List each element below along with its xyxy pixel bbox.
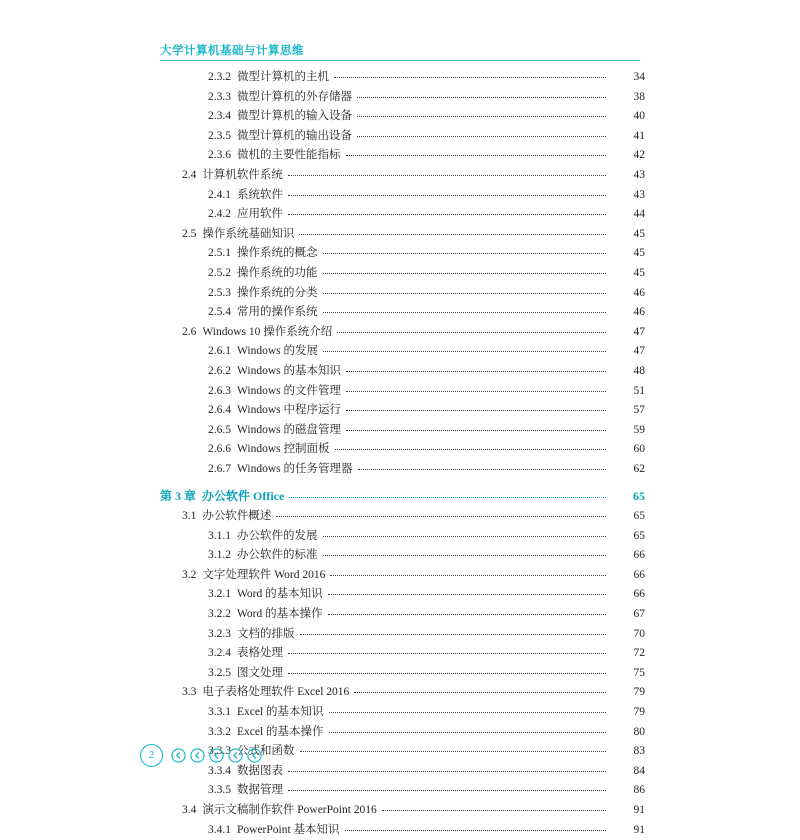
toc-entry-page: 59	[633, 423, 645, 436]
toc-entry-page: 47	[633, 345, 645, 358]
toc-entry[interactable]	[160, 683, 645, 703]
toc-entry[interactable]	[160, 801, 645, 821]
toc-entry-number: 3.2.5	[208, 666, 231, 679]
toc-entry-number: 3.2.4	[208, 647, 231, 660]
toc-leader-dots	[328, 607, 606, 615]
toc-entry-number: 2.6.2	[208, 364, 231, 377]
toc-entry-page: 72	[633, 647, 645, 660]
toc-entry-page: 46	[633, 286, 645, 299]
toc-entry-page: 91	[633, 803, 645, 816]
header-divider	[160, 60, 640, 61]
toc-entry-page: 40	[633, 110, 645, 123]
toc-entry-page: 65	[633, 529, 645, 542]
toc-entry[interactable]	[160, 362, 645, 382]
toc-leader-dots	[276, 509, 606, 517]
chevron-left-icon	[247, 748, 262, 763]
toc-entry[interactable]	[160, 546, 645, 566]
toc-entry[interactable]	[160, 781, 645, 801]
toc-entry-number: 2.6	[182, 325, 197, 338]
toc-entry-number: 2.3.4	[208, 110, 231, 123]
toc-entry[interactable]	[160, 342, 645, 362]
toc-entry-number: 3.1.2	[208, 549, 231, 562]
toc-leader-dots	[288, 188, 606, 196]
toc-entry-label: 文档的排版	[237, 627, 295, 640]
toc-entry-number: 3.2.2	[208, 608, 231, 621]
toc-leader-dots	[334, 70, 606, 78]
toc-entry[interactable]	[160, 382, 645, 402]
toc-entry-page: 43	[633, 168, 645, 181]
toc-entry-label: 微型计算机的主机	[237, 71, 329, 83]
page-footer	[140, 742, 266, 768]
toc-entry-label: 应用软件	[237, 208, 283, 221]
toc-entry-page: 46	[633, 306, 645, 319]
toc-entry[interactable]	[160, 88, 645, 108]
toc-entry[interactable]	[160, 605, 645, 625]
toc-entry[interactable]	[160, 703, 645, 723]
toc-entry-page: 65	[633, 489, 645, 504]
toc-entry-label: 表格处理	[237, 647, 283, 660]
toc-leader-dots	[357, 90, 606, 98]
toc-entry-page: 41	[633, 129, 645, 142]
toc-entry[interactable]	[160, 284, 645, 304]
toc-leader-dots	[337, 325, 606, 333]
toc-entry-number: 2.6.7	[208, 462, 231, 475]
toc-entry-label: Word 的基本操作	[237, 608, 323, 621]
toc-entry[interactable]	[160, 723, 645, 743]
toc-entry-label: 办公软件的标准	[237, 549, 318, 562]
toc-entry-label: 电子表格处理软件 Excel 2016	[202, 686, 350, 699]
toc-entry[interactable]	[160, 146, 645, 166]
toc-entry-page: 75	[633, 666, 645, 679]
toc-leader-dots	[288, 207, 606, 215]
toc-leader-dots	[323, 305, 607, 313]
toc-entry-label: 操作系统的分类	[237, 286, 318, 299]
toc-entry-page: 79	[633, 706, 645, 718]
toc-entry-page: 60	[633, 443, 645, 456]
toc-leader-dots	[323, 266, 607, 274]
toc-entry[interactable]	[160, 440, 645, 460]
toc-entry-label: 办公软件概述	[202, 510, 272, 523]
toc-entry-number: 2.3.5	[208, 129, 231, 142]
toc-leader-dots	[330, 568, 606, 576]
toc-entry-label: 微机的主要性能指标	[237, 149, 341, 162]
toc-chapter-entry[interactable]	[160, 487, 645, 507]
toc-leader-dots	[323, 246, 607, 254]
toc-entry[interactable]	[160, 205, 645, 225]
toc-entry-page: 66	[633, 568, 645, 581]
toc-entry-label: 数据管理	[237, 784, 283, 797]
toc-entry-label: Excel 的基本操作	[237, 725, 324, 738]
toc-entry-label: Windows 中程序运行	[237, 404, 341, 417]
toc-entry-label: 操作系统的概念	[237, 247, 318, 260]
toc-entry-number: 2.4.2	[208, 208, 231, 221]
toc-leader-dots	[288, 646, 606, 654]
toc-entry-label: Windows 的任务管理器	[237, 462, 353, 475]
toc-entry-page: 57	[633, 404, 645, 417]
toc-leader-dots	[288, 764, 606, 772]
running-header: 大学计算机基础与计算思维	[160, 45, 304, 57]
toc-entry-number: 2.5	[182, 227, 197, 240]
toc-leader-dots	[300, 627, 607, 635]
toc-entry-number: 3.3.1	[208, 706, 231, 718]
chevron-left-icon	[209, 748, 224, 763]
toc-entry-page: 84	[633, 764, 645, 777]
toc-leader-dots	[323, 548, 607, 556]
toc-entry-number: 2.4.1	[208, 188, 231, 201]
toc-entry-label: 计算机软件系统	[202, 168, 283, 181]
toc-entry-number: 2.3.3	[208, 90, 231, 103]
toc-leader-dots	[346, 423, 606, 431]
toc-entry[interactable]	[160, 527, 645, 547]
toc-leader-dots	[357, 109, 606, 117]
toc-entry-number: 2.5.3	[208, 286, 231, 299]
toc-entry-label: 微型计算机的输入设备	[237, 110, 352, 123]
toc-entry-page: 42	[633, 149, 645, 162]
toc-entry-number: 3.3.5	[208, 784, 231, 797]
toc-entry-label: 办公软件的发展	[237, 529, 318, 542]
toc-entry[interactable]	[160, 303, 645, 323]
toc-entry-number: 3.2	[182, 568, 197, 581]
toc-entry-page: 66	[633, 549, 645, 562]
toc-entry-number: 2.6.5	[208, 423, 231, 436]
toc-entry-label: 系统软件	[237, 188, 283, 201]
toc-entry-label: 数据图表	[237, 764, 283, 777]
toc-entry-page: 67	[633, 608, 645, 621]
toc-entry[interactable]	[160, 107, 645, 127]
toc-entry-label: 微型计算机的输出设备	[237, 129, 352, 142]
toc-entry-number: 3.1	[182, 510, 197, 523]
toc-entry-page: 34	[633, 71, 645, 83]
toc-entry-page: 38	[633, 90, 645, 103]
toc-entry-page: 86	[633, 784, 645, 797]
toc-entry-number: 2.3.6	[208, 149, 231, 162]
toc-entry[interactable]	[160, 566, 645, 586]
toc-entry-number: 第 3 章	[160, 489, 197, 504]
toc-entry-page: 66	[633, 588, 645, 601]
page-number-badge: 2	[140, 744, 163, 767]
toc-entry[interactable]	[160, 166, 645, 186]
toc-entry-page: 80	[633, 725, 645, 738]
toc-entry-label: 常用的操作系统	[237, 306, 318, 319]
toc-entry-page: 43	[633, 188, 645, 201]
toc-entry-page: 45	[633, 266, 645, 279]
toc-entry-label: Windows 的基本知识	[237, 364, 341, 377]
toc-entry-page: 45	[633, 247, 645, 260]
toc-leader-dots	[323, 286, 607, 294]
chevron-left-icon	[171, 748, 186, 763]
toc-entry[interactable]	[160, 421, 645, 441]
toc-entry-label: 办公软件 Office	[202, 489, 285, 504]
toc-entry-page: 91	[633, 823, 645, 836]
toc-leader-dots	[346, 403, 606, 411]
toc-leader-dots	[329, 705, 606, 713]
toc-entry[interactable]	[160, 460, 645, 480]
toc-entry[interactable]	[160, 644, 645, 664]
toc-entry-number: 3.1.1	[208, 529, 231, 542]
toc-spacer	[160, 479, 645, 487]
toc-entry-label: 图文处理	[237, 666, 283, 679]
toc-entry-label: Windows 10 操作系统介绍	[202, 325, 333, 338]
toc-leader-dots	[329, 725, 606, 733]
toc-entry-label: 微型计算机的外存储器	[237, 90, 352, 103]
toc-entry-label: Excel 的基本知识	[237, 706, 324, 718]
toc-entry-page: 70	[633, 627, 645, 640]
toc-entry-number: 3.2.3	[208, 627, 231, 640]
toc-entry[interactable]	[160, 264, 645, 284]
toc-leader-dots	[288, 783, 606, 791]
toc-entry-page: 79	[633, 686, 645, 699]
toc-entry[interactable]	[160, 68, 645, 88]
toc-entry[interactable]	[160, 664, 645, 684]
toc-leader-dots	[323, 344, 606, 352]
toc-leader-dots	[288, 168, 606, 176]
toc-leader-dots	[323, 529, 607, 537]
toc-entry-page: 62	[633, 462, 645, 475]
toc-leader-dots	[289, 490, 606, 498]
toc-entry-page: 45	[633, 227, 645, 240]
toc-entry-label: PowerPoint 基本知识	[237, 823, 340, 836]
toc-entry-label: 操作系统基础知识	[202, 227, 295, 240]
toc-entry-number: 3.4.1	[208, 823, 231, 836]
toc-entry[interactable]	[160, 186, 645, 206]
toc-entry-number: 3.3	[182, 686, 197, 699]
toc-entry-number: 3.2.1	[208, 588, 231, 601]
toc-leader-dots	[346, 148, 607, 156]
toc-leader-dots	[299, 227, 606, 235]
toc-leader-dots	[382, 803, 606, 811]
toc-entry-number: 2.3.2	[208, 71, 231, 83]
toc-leader-dots	[346, 384, 606, 392]
toc-entry-page: 47	[633, 325, 645, 338]
toc-entry-label: 公式和函数	[237, 745, 295, 758]
toc-leader-dots	[328, 588, 606, 596]
toc-entry-label: Word 的基本知识	[237, 588, 323, 601]
toc-entry-number: 2.6.3	[208, 384, 231, 397]
toc-leader-dots	[335, 442, 607, 450]
toc-entry-page: 65	[633, 510, 645, 523]
toc-entry-number: 2.6.6	[208, 443, 231, 456]
toc-entry-page: 48	[633, 364, 645, 377]
toc-leader-dots	[288, 666, 606, 674]
chevron-left-icon	[228, 748, 243, 763]
table-of-contents	[160, 68, 645, 840]
toc-entry-label: Windows 控制面板	[237, 443, 330, 456]
toc-entry-page: 83	[633, 745, 645, 758]
toc-entry-number: 3.3.2	[208, 725, 231, 738]
toc-leader-dots	[354, 686, 606, 694]
toc-leader-dots	[357, 129, 606, 137]
toc-entry[interactable]	[160, 127, 645, 147]
toc-entry-number: 3.3.3	[208, 745, 231, 758]
toc-entry-page: 51	[633, 384, 645, 397]
toc-entry-number: 2.6.1	[208, 345, 231, 358]
toc-entry[interactable]	[160, 625, 645, 645]
toc-entry-number: 3.3.4	[208, 764, 231, 777]
toc-leader-dots	[345, 823, 606, 831]
toc-entry[interactable]	[160, 821, 645, 840]
toc-leader-dots	[300, 744, 607, 752]
toc-entry[interactable]	[160, 225, 645, 245]
toc-entry-number: 2.4	[182, 168, 197, 181]
toc-entry-number: 2.6.4	[208, 404, 231, 417]
toc-entry[interactable]	[160, 507, 645, 527]
toc-leader-dots	[358, 462, 607, 470]
toc-entry-label: 演示文稿制作软件 PowerPoint 2016	[202, 803, 377, 816]
toc-entry-label: 文字处理软件 Word 2016	[202, 568, 326, 581]
toc-entry-label: Windows 的发展	[237, 345, 318, 358]
toc-entry-number: 3.4	[182, 803, 197, 816]
toc-entry-label: Windows 的文件管理	[237, 384, 341, 397]
toc-entry-number: 2.5.2	[208, 266, 231, 279]
toc-entry-label: 操作系统的功能	[237, 266, 318, 279]
chevron-decoration	[171, 748, 266, 763]
toc-entry[interactable]	[160, 401, 645, 421]
toc-entry[interactable]	[160, 244, 645, 264]
toc-entry[interactable]	[160, 585, 645, 605]
toc-leader-dots	[346, 364, 606, 372]
toc-entry-label: Windows 的磁盘管理	[237, 423, 341, 436]
toc-entry-page: 44	[633, 208, 645, 221]
chevron-left-icon	[190, 748, 205, 763]
toc-entry[interactable]	[160, 323, 645, 343]
toc-entry-number: 2.5.1	[208, 247, 231, 260]
toc-entry-number: 2.5.4	[208, 306, 231, 319]
